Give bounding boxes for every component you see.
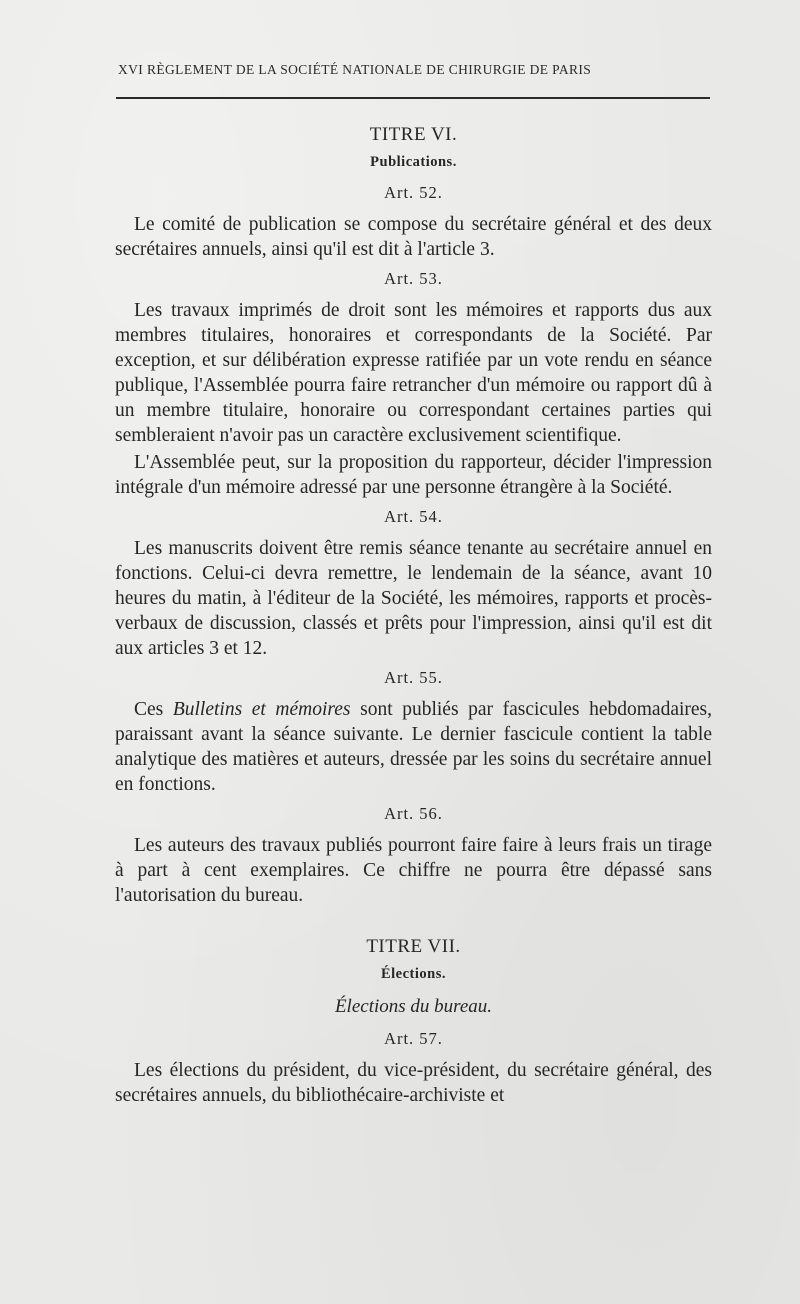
article-55-text-start: Ces xyxy=(134,699,173,720)
bulletins-title: Bulletins et mémoires xyxy=(172,699,351,720)
titre-vi-heading: TITRE VI. xyxy=(369,124,458,145)
article-55-text-end: sont publiés par fascicules hebdomadaires, paraissant avant la séance suivante. Le dernier fascicule contient la table analytique des matières et auteurs, dressée par les soins du secrétaire annuel en fonctions. xyxy=(115,699,713,795)
running-head: XVI RÈGLEMENT DE LA SOCIÉTÉ NATIONALE DE CHIRURGIE DE PARIS xyxy=(118,62,592,77)
article-56-label: Art. 56. xyxy=(384,804,443,823)
titre-vii-heading: TITRE VII. xyxy=(366,936,461,957)
article-52-paragraph: Le comité de publication se compose du secrétaire général et des deux secrétaires annuels, ainsi qu'il est dit à l'article 3. xyxy=(115,214,712,260)
elections-heading: Élections. xyxy=(380,966,446,982)
article-53-paragraph-1: Les travaux imprimés de droit sont les mémoires et rapports dus aux membres titulaires, honoraires et correspondants de la Société. Par exception, et sur délibération expresse ratifiée par un vote rendu en séance publique, l'Assemblée pourra faire retrancher d'un mémoire ou rapport dû à un membre titulaire, honoraire ou correspondant certaines parties qui sembleraient n'avoir pas un caractère exclusivement scientifique. xyxy=(115,300,712,446)
elections-bureau-subheading: Élections du bureau. xyxy=(334,996,493,1017)
article-54-paragraph: Les manuscrits doivent être remis séance tenante au secrétaire annuel en fonctions. Celui-ci devra remettre, le lendemain de la séance, avant 10 heures du matin, à l'éditeur de la Société, les mémoires, rapports et procès-verbaux de discussion, classés et prêts pour l'impression, ainsi qu'il est dit aux articles 3 et 12. xyxy=(115,538,712,659)
article-57-paragraph: Les élections du président, du vice-président, du secrétaire général, des secrétaires annuels, du bibliothécaire-archiviste et xyxy=(115,1060,712,1106)
section-spacer xyxy=(115,910,712,932)
article-56-paragraph: Les auteurs des travaux publiés pourront faire faire à leurs frais un tirage à part à cent exemplaires. Ce chiffre ne pourra être dépassé sans l'autorisation du bureau. xyxy=(115,835,712,906)
article-57-label: Art. 57. xyxy=(384,1029,443,1048)
page-body xyxy=(115,120,712,1110)
article-53-paragraph-2: L'Assemblée peut, sur la proposition du rapporteur, décider l'impression intégrale d'un mémoire adressé par une personne étrangère à la Société. xyxy=(115,452,712,498)
article-54-label: Art. 54. xyxy=(384,507,443,526)
article-55-paragraph xyxy=(115,697,712,797)
article-55-label: Art. 55. xyxy=(384,668,443,687)
article-52-label: Art. 52. xyxy=(384,183,443,202)
header-rule xyxy=(116,97,710,99)
publications-heading: Publications. xyxy=(370,154,457,170)
article-53-label: Art. 53. xyxy=(384,269,443,288)
